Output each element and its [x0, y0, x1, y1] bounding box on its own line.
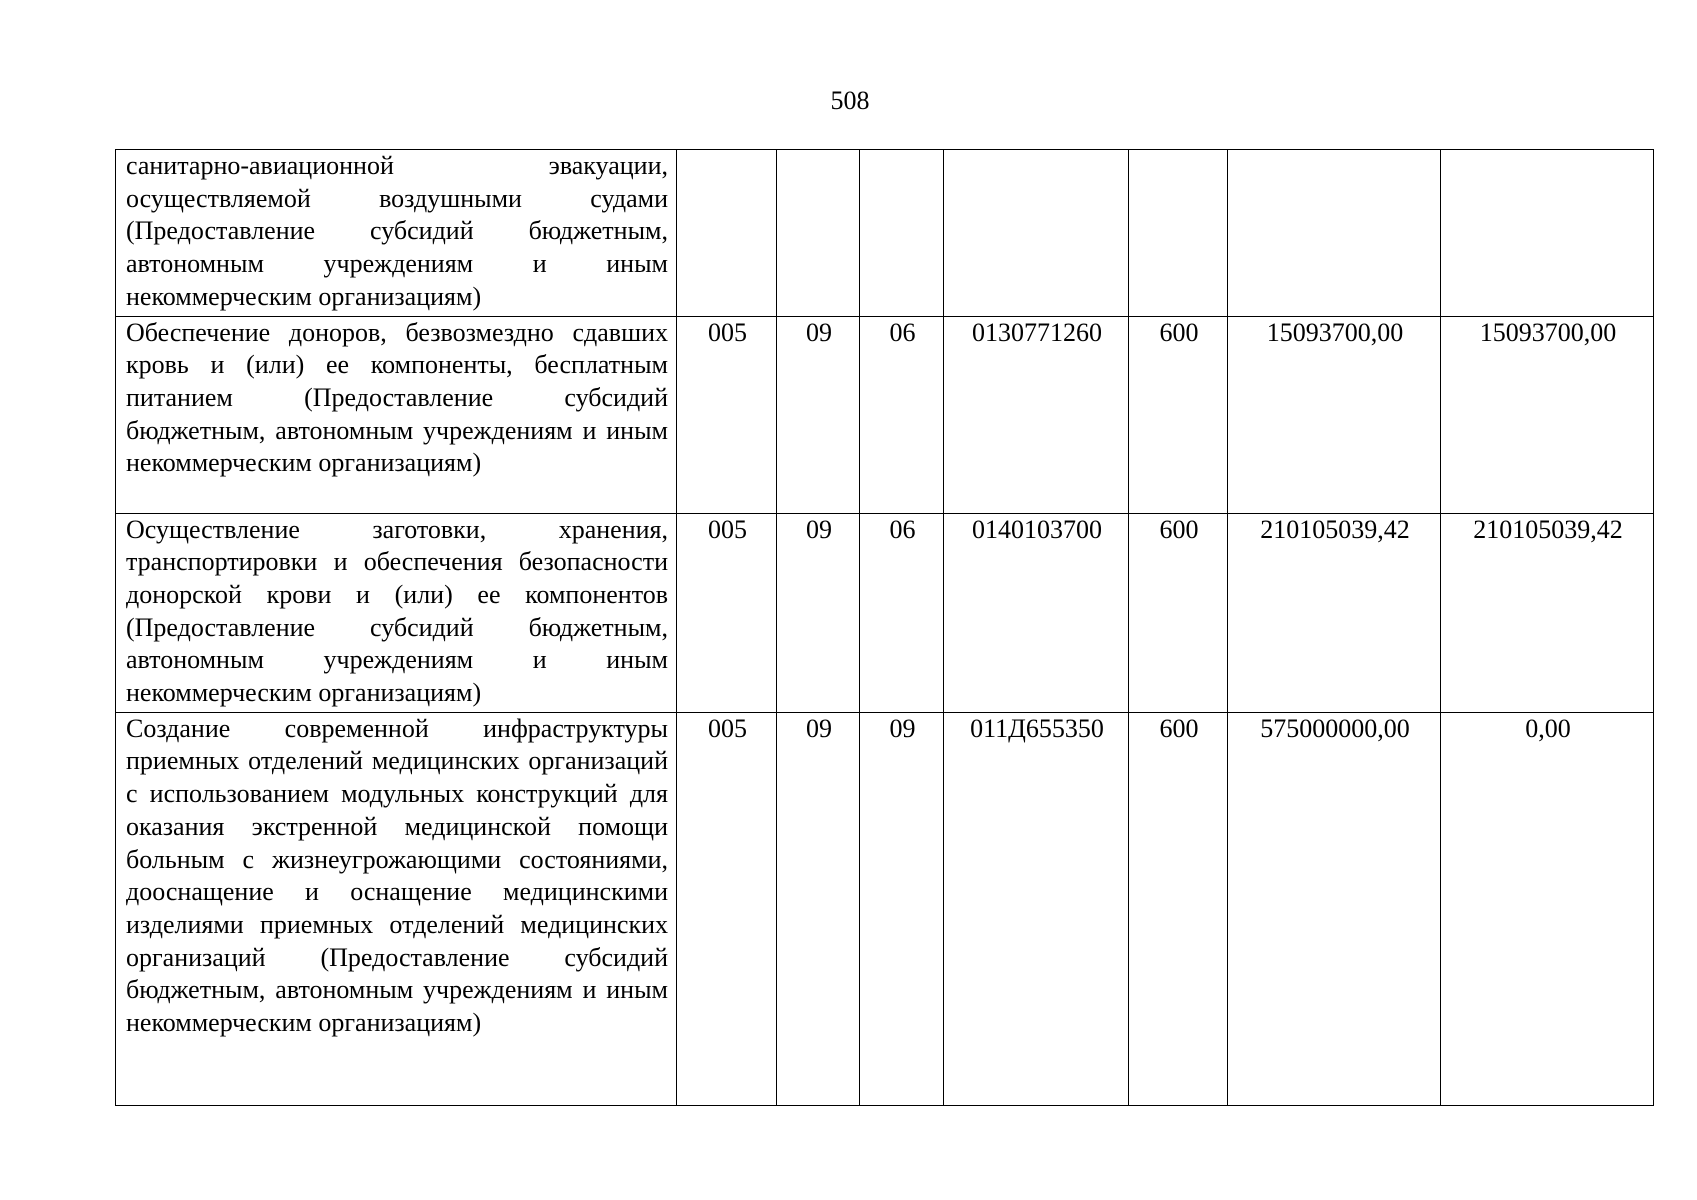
amount-first: 15093700,00 [1228, 316, 1441, 513]
row-description: Осуществление заготовки, хранения, транспортировки и обеспечения безопасности донорской крови и (или) ее компонентов (Предоставление субсидий бюджетным, автономным учреждениям и иным некоммерческим организациям) [116, 513, 677, 712]
expense-type-code [1129, 150, 1228, 317]
section-code [777, 150, 860, 317]
section-code: 09 [777, 513, 860, 712]
table-row [116, 513, 1654, 712]
expense-type-code: 600 [1129, 712, 1228, 1105]
amount-second: 210105039,42 [1441, 513, 1654, 712]
budget-table [115, 149, 1654, 1106]
amount-second: 15093700,00 [1441, 316, 1654, 513]
target-article-code [944, 150, 1129, 317]
subsection-code: 09 [860, 712, 944, 1105]
ministry-code: 005 [677, 712, 777, 1105]
row-description: Создание современной инфраструктуры приемных отделений медицинских организаций с использованием модульных конструкций для оказания экстренной медицинской помощи больным с жизнеугрожающими состояниями, дооснащение и оснащение медицинскими изделиями приемных отделений медицинских организаций (Предоставление субсидий бюджетным, автономным учреждениям и иным некоммерческим организациям) [116, 712, 677, 1105]
amount-first: 210105039,42 [1228, 513, 1441, 712]
subsection-code [860, 150, 944, 317]
expense-type-code: 600 [1129, 513, 1228, 712]
amount-second [1441, 150, 1654, 317]
expense-type-code: 600 [1129, 316, 1228, 513]
target-article-code: 0140103700 [944, 513, 1129, 712]
section-code: 09 [777, 316, 860, 513]
section-code: 09 [777, 712, 860, 1105]
amount-first: 575000000,00 [1228, 712, 1441, 1105]
subsection-code: 06 [860, 513, 944, 712]
row-description: санитарно-авиационной эвакуации, осуществляемой воздушными судами (Предоставление субсидий бюджетным, автономным учреждениям и иным некоммерческим организациям) [116, 150, 677, 317]
target-article-code: 011Д655350 [944, 712, 1129, 1105]
table-row [116, 150, 1654, 317]
page-number: 508 [830, 86, 870, 115]
target-article-code: 0130771260 [944, 316, 1129, 513]
amount-first [1228, 150, 1441, 317]
ministry-code [677, 150, 777, 317]
ministry-code: 005 [677, 316, 777, 513]
row-description: Обеспечение доноров, безвозмездно сдавших кровь и (или) ее компоненты, бесплатным питанием (Предоставление субсидий бюджетным, автономным учреждениям и иным некоммерческим организациям) [116, 316, 677, 513]
table-row [116, 316, 1654, 513]
subsection-code: 06 [860, 316, 944, 513]
amount-second: 0,00 [1441, 712, 1654, 1105]
ministry-code: 005 [677, 513, 777, 712]
table-row [116, 712, 1654, 1105]
